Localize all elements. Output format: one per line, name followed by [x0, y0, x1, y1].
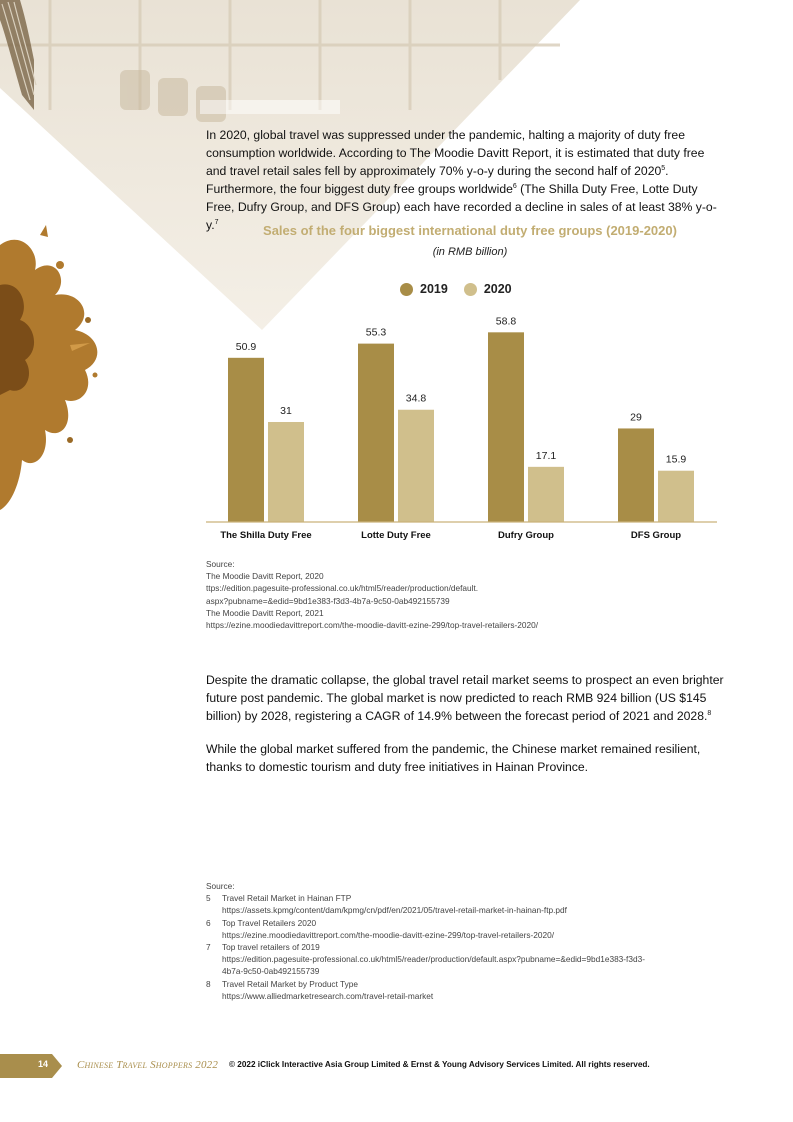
chart-source-line: ttps://edition.pagesuite-professional.co.uk/html5/reader/production/default. — [206, 583, 479, 594]
bar-2020-2 — [528, 467, 564, 522]
legend-swatch-2020 — [464, 283, 477, 296]
footnotes — [206, 880, 645, 1002]
category-label: Lotte Duty Free — [361, 530, 431, 541]
china-paragraph: While the global market suffered from the pandemic, the Chinese market remained resilient, thanks to domestic tourism and duty free initiatives in Hainan Province. — [206, 742, 701, 774]
footnote-url: 4b7a-9c50-0ab492155739 — [222, 966, 320, 977]
bar-2020-0 — [268, 422, 304, 522]
legend-item-2019 — [400, 282, 448, 296]
footer-page-tab — [0, 1054, 62, 1078]
footnote-title: Travel Retail Market by Product Type — [222, 978, 359, 989]
chart-source-line: The Moodie Davitt Report, 2021 — [206, 607, 324, 618]
bar-chart — [200, 300, 730, 550]
bar-value-label: 15.9 — [665, 453, 687, 466]
footnote-item — [206, 892, 645, 916]
footnote-number: 8 — [206, 978, 211, 989]
footnote-title: Travel Retail Market in Hainan FTP — [222, 893, 352, 904]
category-label: The Shilla Duty Free — [220, 530, 312, 541]
chart-title: Sales of the four biggest international duty free groups (2019-2020) — [263, 223, 677, 238]
category-label: DFS Group — [630, 530, 682, 541]
bar-value-label: 17.1 — [535, 449, 557, 462]
bar-value-label: 55.3 — [365, 326, 387, 339]
chart-source-heading: Source: — [206, 559, 235, 569]
footer-brand-year: 2022 — [195, 1059, 219, 1071]
chart-legend — [400, 282, 528, 296]
footnote-number: 6 — [206, 917, 211, 928]
bar-2019-0 — [228, 358, 264, 522]
bar-value-label: 34.8 — [405, 392, 427, 405]
chart-source-line: https://ezine.moodiedavittreport.com/the-moodie-davitt-ezine-299/top-travel-retailers-2020/ — [206, 620, 539, 631]
decorative-splash — [0, 225, 110, 525]
footnote-item — [206, 917, 645, 941]
footer-copyright: © 2022 iClick Interactive Asia Group Limited & Ernst & Young Advisory Services Limited. All rights reserved. — [229, 1060, 650, 1069]
legend-item-2020 — [464, 282, 512, 296]
bar-value-label: 31 — [280, 405, 292, 417]
chart-source-line: The Moodie Davitt Report, 2020 — [206, 571, 324, 582]
footnote-title: Top travel retailers of 2019 — [222, 942, 320, 953]
footer-brand-name: Chinese Travel Shoppers — [77, 1059, 193, 1071]
bar-value-label: 50.9 — [235, 340, 257, 353]
bar-2020-1 — [398, 410, 434, 522]
footnote-title: Top Travel Retailers 2020 — [222, 917, 317, 928]
footnote-item — [206, 941, 645, 978]
chart-subtitle: (in RMB billion) — [432, 246, 508, 258]
legend-label-2020: 2020 — [483, 282, 512, 296]
bar-2020-3 — [658, 471, 694, 522]
bar-2019-2 — [488, 332, 524, 522]
legend-label-2019: 2019 — [420, 282, 448, 296]
footnote-number: 5 — [206, 893, 211, 904]
footnote-url: https://ezine.moodiedavittreport.com/the-moodie-davitt-ezine-299/top-travel-retailers-2020/ — [222, 929, 555, 940]
footnote-url: https://edition.pagesuite-professional.co.uk/html5/reader/production/default.aspx?pubname=&edid=9bd1e383-f3d3- — [222, 954, 645, 965]
bar-value-label: 58.8 — [495, 315, 517, 328]
footer-brand — [77, 1059, 218, 1071]
footnote-item — [206, 978, 645, 1002]
forecast-paragraph: Despite the dramatic collapse, the global travel retail market seems to prospect an even brighter future post pandemic. The global market is now predicted to reach RMB 924 billion (US $145 billion) by 2028, registering a CAGR of 14.9% between the forecast period of 2021 and 2028.$^8$ — [206, 673, 724, 723]
footnote-number: 7 — [206, 942, 211, 953]
chart-source — [206, 558, 538, 631]
category-label: Dufry Group — [498, 530, 554, 541]
bar-2019-3 — [618, 428, 654, 522]
chart-source-line: aspx?pubname=&edid=9bd1e383-f3d3-4b7a-9c50-0ab492155739 — [206, 595, 450, 606]
page-number: 14 — [38, 1059, 49, 1069]
bar-value-label: 29 — [630, 411, 642, 424]
footnote-url: https://www.alliedmarketresearch.com/travel-retail-market — [222, 990, 434, 1001]
bar-2019-1 — [358, 344, 394, 522]
legend-swatch-2019 — [400, 283, 413, 296]
intro-paragraph: In 2020, global travel was suppressed under the pandemic, halting a majority of duty free consumption worldwide. According to The Moodie Davitt Report, it is estimated that duty free and travel retail sales fell by approximately 70% y-o-y during the second half of 2020$^5$. Furthermore, the four biggest duty free groups worldwide$^6$ (The Shilla Duty Free, Lotte Duty Free, Dufry Group, and DFS Group) each have recorded a decline in sales of at least 38% y-o-y.$^7$ — [206, 128, 717, 232]
footnote-url: https://assets.kpmg/content/dam/kpmg/cn/pdf/en/2021/05/travel-retail-market-in-hainan-ftp.pdf — [222, 905, 567, 916]
footnotes-heading: Source: — [206, 881, 235, 891]
